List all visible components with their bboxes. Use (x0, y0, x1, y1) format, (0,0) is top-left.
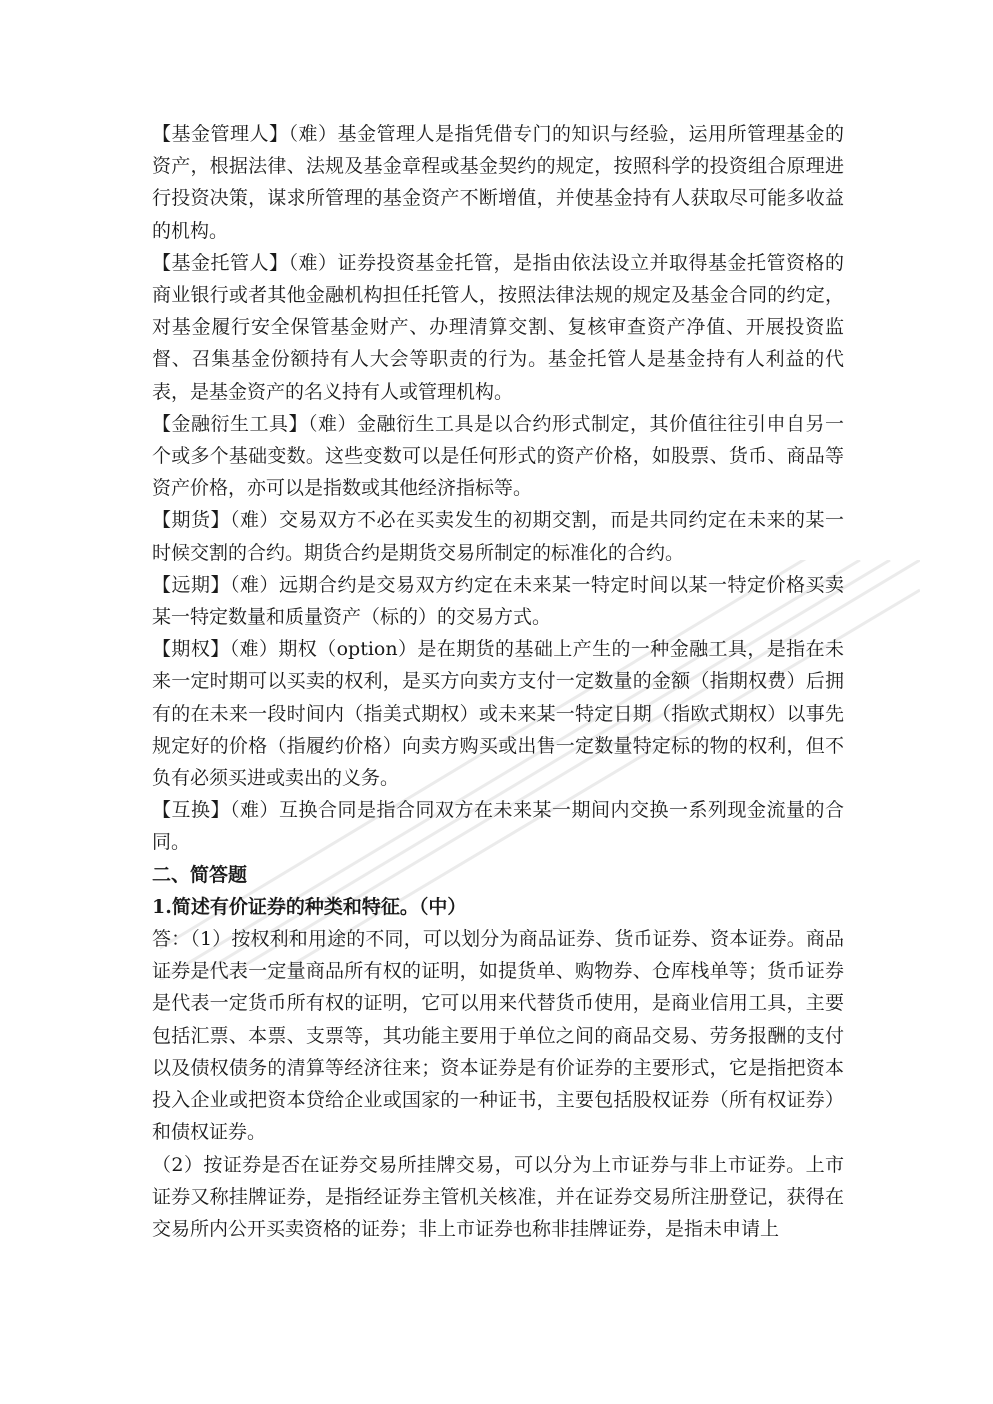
definition-text: （难）期权（option）是在期货的基础上产生的一种金融工具，是指在未来一定时期可以买卖的权利，是买方向卖方支付一定数量的金额（指期权费）后拥有的在未来一段时间内（指美式期权）或未来某一特定日期（指欧式期权）以事先规定好的价格（指履约价格）向卖方购买或出售一定数量特定标的物的权利，但不负有必须买进或卖出的义务。 (152, 638, 844, 790)
section-heading: 二、简答题 (152, 863, 248, 886)
definition-forward (152, 569, 844, 633)
definition-text: （难）交易双方不必在买卖发生的初期交割，而是共同约定在未来的某一时候交割的合约。期货合约是期货交易所制定的标准化的合约。 (152, 509, 844, 564)
document-page (152, 118, 844, 1245)
term-label: 【金融衍生工具】 (152, 412, 308, 435)
definition-derivatives (152, 408, 844, 505)
term-label: 【互换】 (152, 799, 230, 822)
definition-futures (152, 504, 844, 568)
answer-paragraph: 答：（1）按权利和用途的不同，可以划分为商品证券、货币证券、资本证券。商品证券是代表一定量商品所有权的证明，如提货单、购物券、仓库栈单等；货币证券是代表一定货币所有权的证明，它可以用来代替货币使用，是商业信用工具，主要包括汇票、本票、支票等，其功能主要用于单位之间的商品交易、劳务报酬的支付以及债权债务的清算等经济往来；资本证券是有价证券的主要形式，它是指把资本投入企业或把资本贷给企业或国家的一种证书，主要包括股权证券（所有权证券）和债权证券。 (152, 928, 844, 1144)
term-label: 【期货】 (152, 509, 230, 532)
term-label: 【远期】 (152, 573, 230, 596)
question-title: 1.简述有价证券的种类和特征。（中） (152, 895, 467, 918)
definition-text: （难）基金管理人是指凭借专门的知识与经验，运用所管理基金的资产，根据法律、法规及基金章程或基金契约的规定，按照科学的投资组合原理进行投资决策，谋求所管理的基金资产不断增值，并使基金持有人获取尽可能多收益的机构。 (152, 123, 844, 242)
term-label: 【基金托管人】 (152, 251, 289, 274)
term-label: 【基金管理人】 (152, 123, 289, 145)
definition-fund-custodian (152, 247, 844, 408)
definition-swap (152, 794, 844, 858)
definition-text: （难）远期合约是交易双方约定在未来某一特定时间以某一特定价格买卖某一特定数量和质量资产（标的）的交易方式。 (152, 573, 844, 629)
definition-text: （难）证券投资基金托管，是指由依法设立并取得基金托管资格的商业银行或者其他金融机构担任托管人，按照法律法规的规定及基金合同的约定，对基金履行安全保管基金财产、办理清算交割、复核审查资产净值、开展投资监督、召集基金份额持有人大会等职责的行为。基金托管人是基金持有人利益的代表，是基金资产的名义持有人或管理机构。 (152, 251, 844, 403)
definition-fund-manager (152, 118, 844, 247)
answer-paragraph: （2）按证券是否在证券交易所挂牌交易，可以分为上市证券与非上市证券。上市证券又称挂牌证券，是指经证券主管机关核准，并在证券交易所注册登记，获得在交易所内公开买卖资格的证券；非上市证券也称非挂牌证券，是指未申请上 (152, 1153, 844, 1240)
term-label: 【期权】 (152, 638, 230, 661)
definition-text: （难）金融衍生工具是以合约形式制定，其价值往往引申自另一个或多个基础变数。这些变数可以是任何形式的资产价格，如股票、货币、商品等资产价格，亦可以是指数或其他经济指标等。 (152, 412, 844, 500)
definition-text: （难）互换合同是指合同双方在未来某一期间内交换一系列现金流量的合同。 (152, 799, 844, 854)
definition-options (152, 633, 844, 794)
